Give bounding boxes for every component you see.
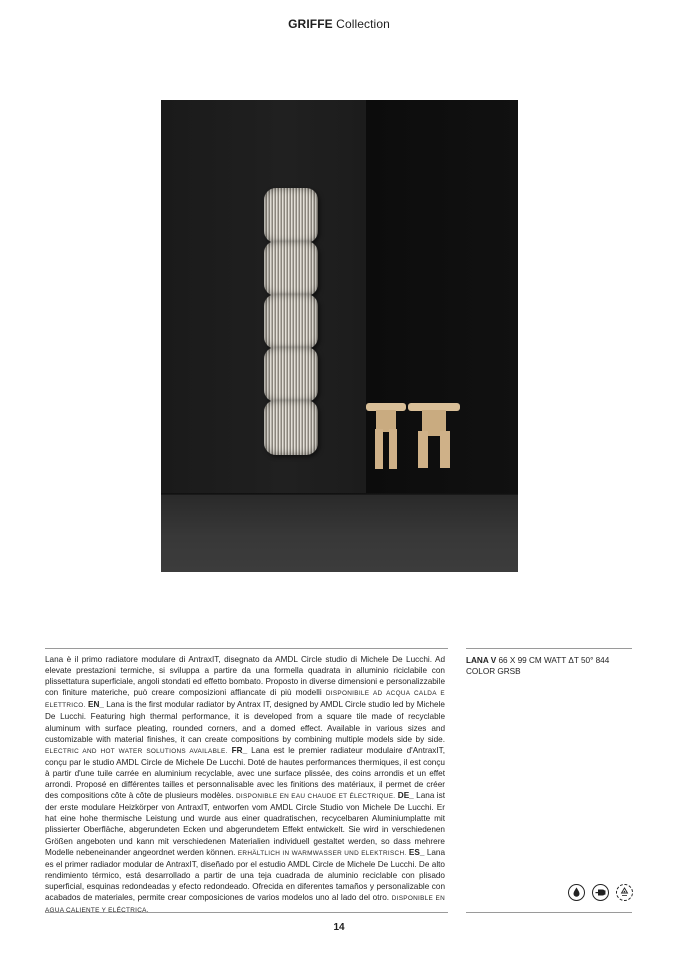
photo-floor (161, 495, 518, 572)
wooden-stool-right (408, 403, 460, 469)
page-number: 14 (333, 922, 345, 933)
text-fr-availability: DISPONIBLE EN EAU CHAUDE ET ÉLECTRIQUE. (236, 793, 396, 801)
text-fr: Lana est le premier radiateur modulaire d'AntraxIT, conçu par le studio AMDL Circle de Michele De Lucchi. Doté de hautes performances thermiques, il est conçu à partir d'une tuile carrée en aluminium recyclable, avec une surface plissée, des coins arrondis et un effet arrondi. Proposé en différentes tailles et personnalisable avec les finitions des matériaux, il permet de créer des compositions côte à côte de plusieurs modèles. (45, 745, 446, 801)
product-description (45, 654, 445, 916)
radiator-tile (264, 241, 318, 296)
product-photo (161, 100, 518, 572)
model-name: LANA V (466, 656, 497, 665)
rule-right-top (466, 648, 632, 649)
rule-left-top (45, 648, 448, 649)
radiator-tile (264, 188, 318, 243)
product-specs (466, 655, 646, 677)
rule-right-bottom (466, 912, 632, 913)
text-de: Lana ist der erste modulare Heizkörper von AntraxIT, entworfen vom AMDL Circle Studio von Michele De Lucchi. Er hat eine hohe thermische Leistung und wurde aus einer quadratischen, recycelbaren Aluminiumplatte mit plissierter Oberfläche, abgerundeten Ecken und abgerundetem Effekt entwickelt. Sie wird in verschiedenen Größen angeboten und kann mit verschiedenen Materialien individuell gestaltet werden, so dass mehrere Modelle nebeneinander angeordnet werden können. (45, 791, 445, 857)
text-es: Lana es el primer radiador modular de AntraxIT, diseñado por el estudio AMDL Circle de Michele De Lucchi. De alto rendimiento térmico, está desarrollado a partir de una teja cuadrada de aluminio reciclable con plisado superficial, esquinas redondeadas y efecto redondeado. Ofrecida en diferentes tamaños y personalizable con acabados de materiales, permite crear composiciones de varios modelos uno al lado del otro. (45, 847, 446, 902)
text-it-availability: DISPONIBILE AD ACQUA CALDA E ELETTRICO. (45, 690, 445, 710)
recycle-icon (616, 884, 633, 901)
label-fr: FR_ (231, 745, 248, 755)
spec-line-model (466, 655, 646, 666)
text-de-availability: ERHÄLTLICH IN WARMWASSER UND ELEKTRISCH. (237, 849, 407, 857)
electric-plug-icon (592, 884, 609, 901)
text-en: Lana is the first modular radiator by Antrax IT, designed by AMDL Circle studio led by Michele De Lucchi. Featuring high thermal performance, it is developed from a square tile made of recyclable aluminum with surface pleating, rounded corners, and a domed effect. Available in various sizes and customizable with material finishes, it can create compositions by combining multiple models side by side. (45, 700, 445, 744)
wooden-stool-left (366, 403, 406, 471)
text-en-availability: ELECTRIC AND HOT WATER SOLUTIONS AVAILABLE. (45, 747, 228, 755)
radiator-tile (264, 347, 318, 402)
model-color: COLOR GRSB (466, 667, 521, 676)
water-drop-icon (568, 884, 585, 901)
page-header (0, 17, 678, 31)
radiator-tile (264, 294, 318, 349)
model-dimensions: 66 X 99 CM WATT ΔT 50° 844 (498, 656, 610, 665)
label-de: DE_ (397, 791, 414, 801)
text-es-availability: DISPONIBLE EN AGUA CALIENTE Y ELÉCTRICA. (45, 894, 445, 915)
radiator-tile (264, 400, 318, 455)
label-es: ES_ (408, 847, 425, 857)
label-en: EN_ (88, 700, 104, 710)
collection-label: Collection (336, 17, 390, 31)
text-it: Lana è il primo radiatore modulare di AntraxIT, disegnato da AMDL Circle studio di Michele De Lucchi. Ad elevate prestazioni termiche, si sviluppa a partire da una formella quadrata in alluminio riciclabile con plissettatura superficiale, angoli stondati ed effetto bombato. Proposto in diverse dimensioni e personalizzabile con finiture materiche, può creare composizioni affiancate di più modelli (45, 655, 445, 698)
brand-name: GRIFFE (288, 17, 333, 31)
